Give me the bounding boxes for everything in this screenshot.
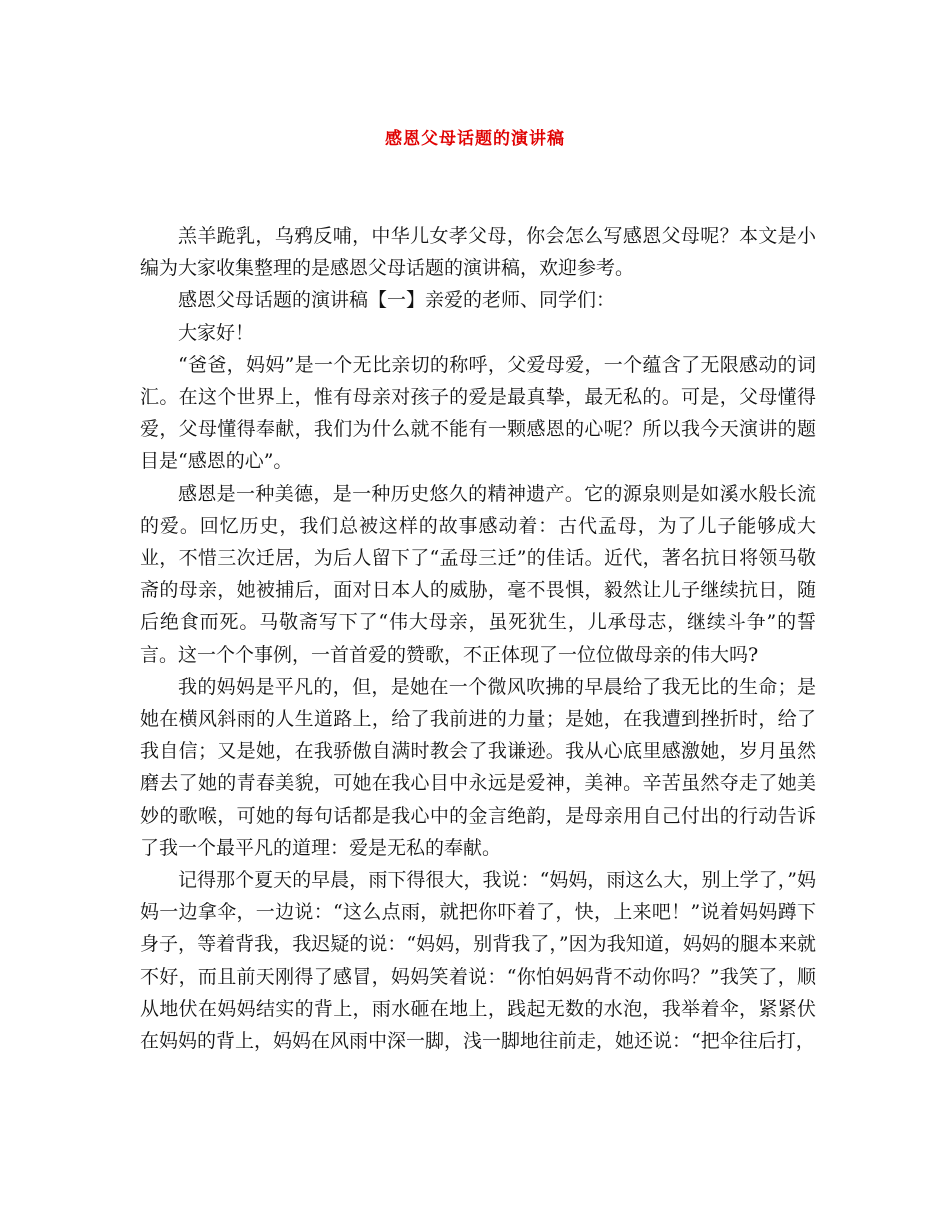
paragraph-gratitude-virtue: 感恩是一种美德，是一种历史悠久的精神遗产。它的源泉则是如溪水般长流的爱。回忆历史，我们总被这样的故事感动着：古代孟母，为了儿子能够成大业，不惜三次迁居，为后人留下了“孟母三迁”的佳话。近代，著名抗日将领马敬斋的母亲，她被捕后，面对日本人的威胁，毫不畏惧，毅然让儿子继续抗日，随后绝食而死。马敬斋写下了“伟大母亲，虽死犹生，儿承母志，继续斗争”的誓言。这一个个事例，一首首爱的赞歌，不正体现了一位位做母亲的伟大吗? <box>140 482 816 666</box>
document-title: 感恩父母话题的演讲稿 <box>385 129 565 149</box>
paragraph-parents-love: “爸爸，妈妈”是一个无比亲切的称呼，父爱母爱，一个蕴含了无限感动的词汇。在这个世界上，惟有母亲对孩子的爱是最真挚，最无私的。可是，父母懂得爱，父母懂得奉献，我们为什么就不能有一颗感恩的心呢？所以我今天演讲的题目是“感恩的心”。 <box>140 353 816 473</box>
paragraph-speech-heading: 感恩父母话题的演讲稿【一】亲爱的老师、同学们： <box>178 289 616 312</box>
document-body <box>140 220 816 1057</box>
paragraph-greeting: 大家好！ <box>178 321 255 344</box>
paragraph-rainy-morning: 记得那个夏天的早晨，雨下得很大，我说：“妈妈，雨这么大，别上学了，”妈妈一边拿伞，一边说：“这么点雨，就把你吓着了，快，上来吧！”说着妈妈蹲下身子，等着背我，我迟疑的说：“妈妈，别背我了，”因为我知道，妈妈的腿本来就不好，而且前天刚得了感冒，妈妈笑着说：“你怕妈妈背不动你吗？”我笑了，顺从地伏在妈妈结实的背上，雨水砸在地上，践起无数的水泡，我举着伞，紧紧伏在妈妈的背上，妈妈在风雨中深一脚，浅一脚地往前走，她还说：“把伞往后打， <box>140 869 816 1053</box>
paragraph-intro: 羔羊跪乳，乌鸦反哺，中华儿女孝父母，你会怎么写感恩父母呢？本文是小编为大家收集整理的是感恩父母话题的演讲稿，欢迎参考。 <box>140 225 816 280</box>
paragraph-my-mother: 我的妈妈是平凡的，但，是她在一个微风吹拂的早晨给了我无比的生命；是她在横风斜雨的人生道路上，给了我前进的力量；是她，在我遭到挫折时，给了我自信；又是她，在我骄傲自满时教会了我谦逊。我从心底里感激她，岁月虽然磨去了她的青春美貌，可她在我心目中永远是爱神，美神。辛苦虽然夺走了她美妙的歌喉，可她的每句话都是我心中的金言绝韵，是母亲用自己付出的行动告诉了我一个最平凡的道理：爱是无私的奉献。 <box>140 675 816 859</box>
